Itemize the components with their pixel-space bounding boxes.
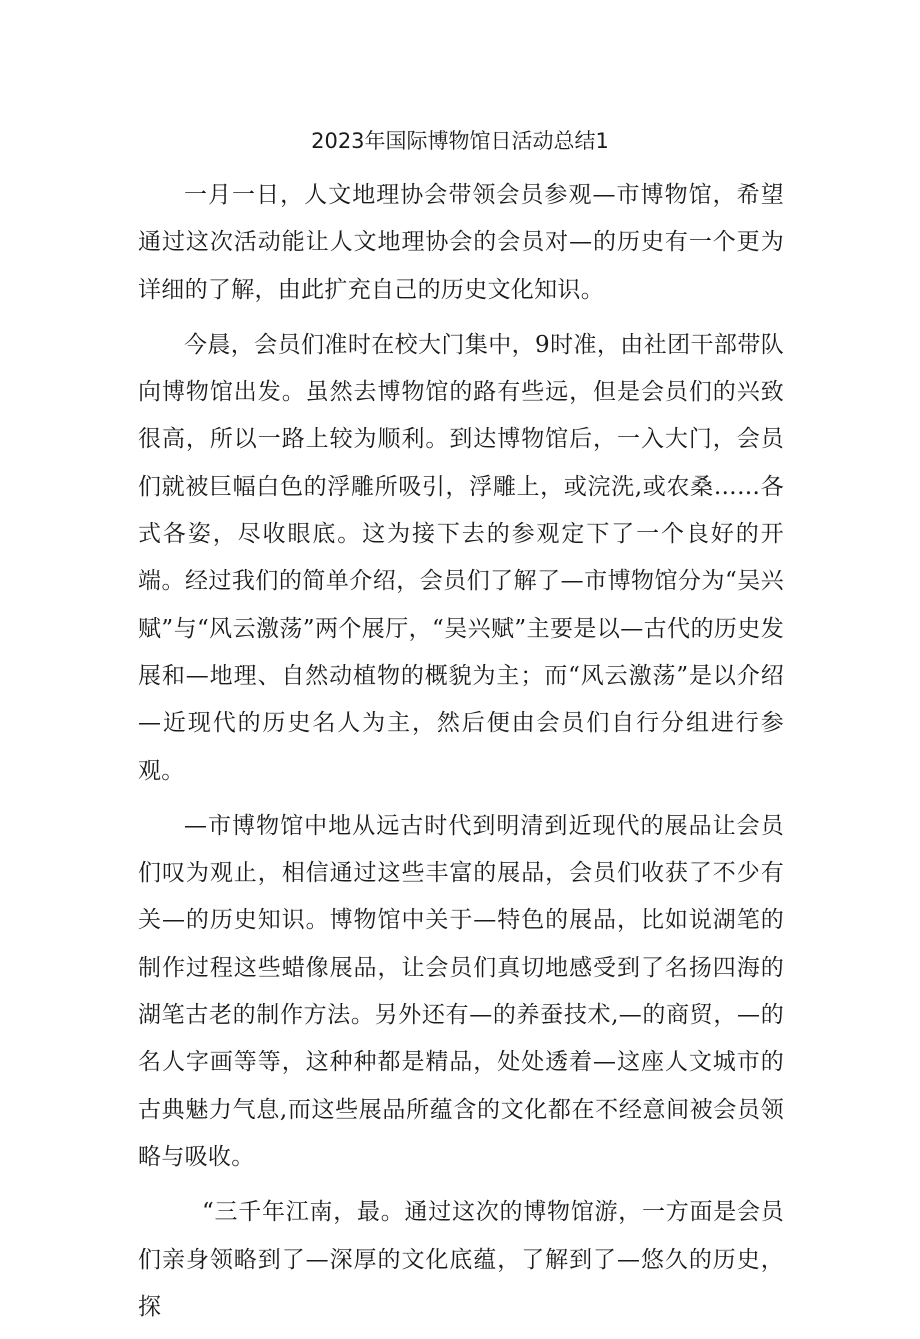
paragraph-2: 今晨，会员们准时在校大门集中，9时准，由社团干部带队向博物馆出发。虽然去博物馆的路有些远，但是会员们的兴致很高，所以一路上较为顺利。到达博物馆后，一入大门，会员们就被巨幅白色的浮雕所吸引，浮雕上，或浣洗,或农桑……各式各姿，尽收眼底。这为接下去的参观定下了一个良好的开端。经过我们的简单介绍，会员们了解了—市博物馆分为“吴兴赋”与“风云激荡”两个展厅，“吴兴赋”主要是以—古代的历史发展和—地理、自然动植物的概貌为主；而“风云激荡”是以介绍—近现代的历史名人为主，然后便由会员们自行分组进行参观。 <box>138 331 784 784</box>
document-body <box>138 172 784 1339</box>
paragraph-3: —市博物馆中地从远古时代到明清到近现代的展品让会员们叹为观止，相信通过这些丰富的展品，会员们收获了不少有关—的历史知识。博物馆中关于—特色的展品，比如说湖笔的制作过程这些蜡像展品，让会员们真切地感受到了名扬四海的湖笔古老的制作方法。另外还有—的养蚕技术,—的商贸，—的名人字画等等，这种种都是精品，处处透着—这座人文城市的古典魅力气息,而这些展品所蕴含的文化都在不经意间被会员领略与吸收。 <box>138 812 784 1170</box>
document-title: 2023年国际博物馆日活动总结1 <box>311 129 609 153</box>
paragraph-4: “三千年江南，最。通过这次的博物馆游，一方面是会员们亲身领略到了—深厚的文化底蕴，了解到了—悠久的历史，探 <box>138 1199 784 1320</box>
paragraph-1: 一月一日，人文地理协会带领会员参观—市博物馆，希望通过这次活动能让人文地理协会的会员对—的历史有一个更为详细的了解，由此扩充自己的历史文化知识。 <box>138 182 784 303</box>
